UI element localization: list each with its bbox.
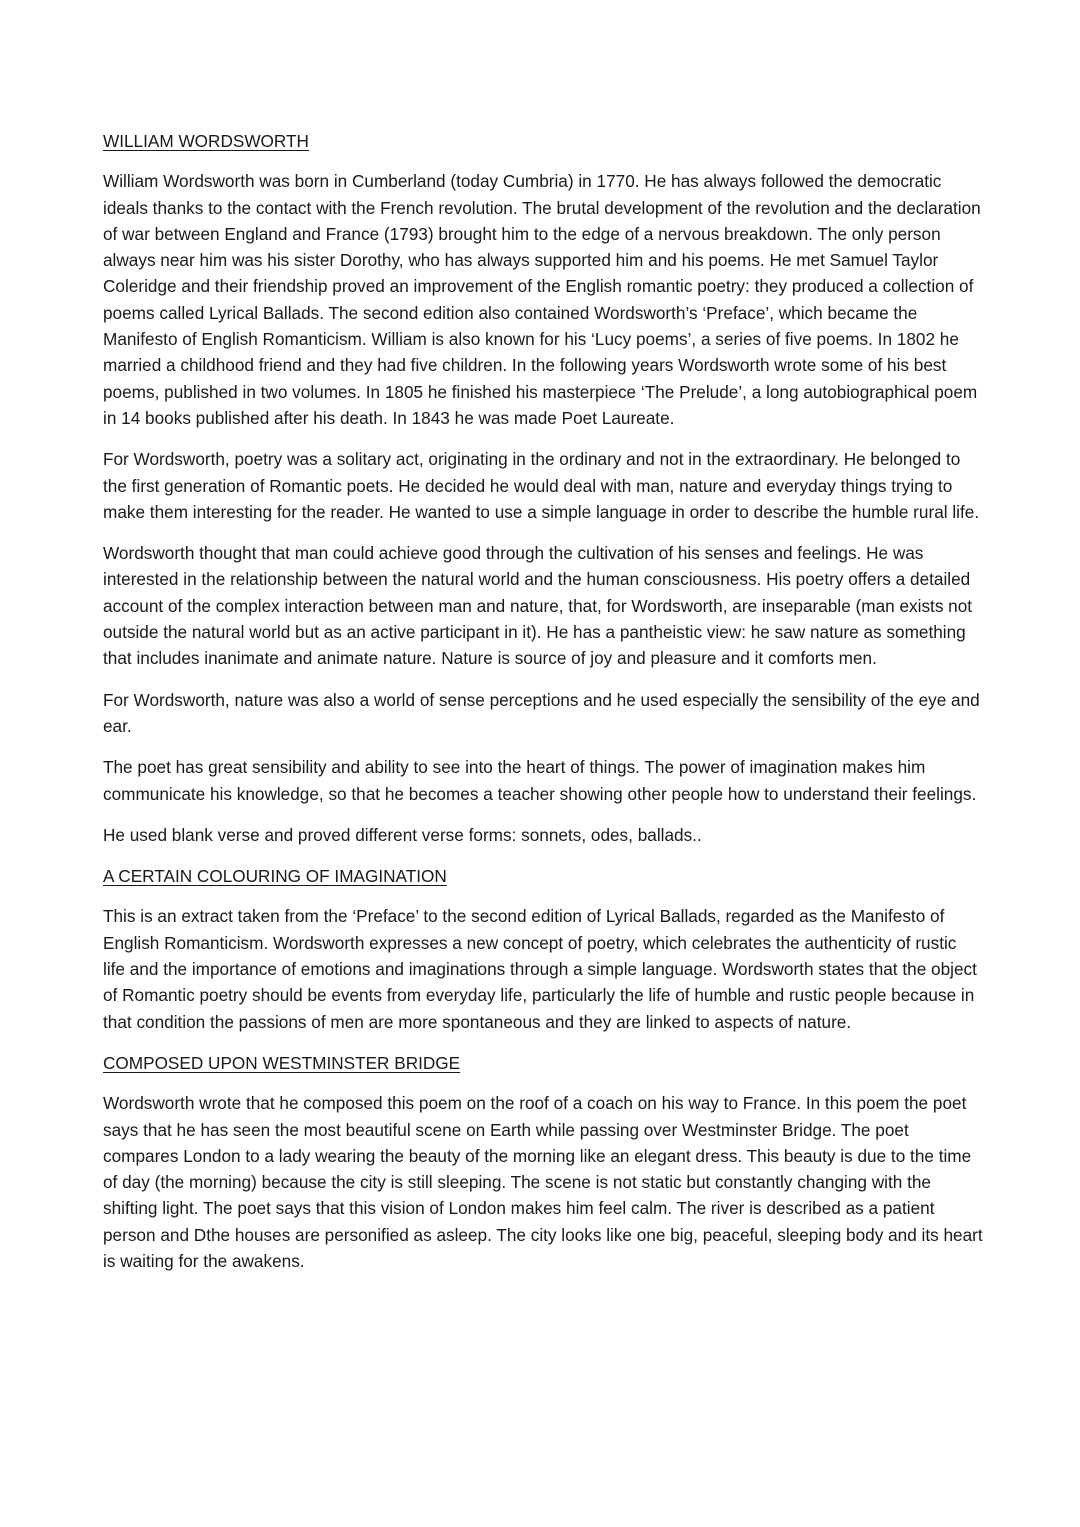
paragraph: Wordsworth wrote that he composed this poem on the roof of a coach on his way to France. In this poem the poet says that he has seen the most beautiful scene on Earth while passing over Westminster Bridge. The poet compares London to a lady wearing the beauty of the morning like an elegant dress. This beauty is due to the time of day (the morning) because the city is still sleeping. The scene is not static but constantly changing with the shifting light. The poet says that this vision of London makes him feel calm. The river is described as a patient person and Dthe houses are personified as asleep. The city looks like one big, peaceful, sleeping body and its heart is waiting for the awakens. [103,1093,983,1271]
section-westminster-bridge [103,1050,983,1274]
section-certain-colouring [103,863,983,1035]
section-heading: WILLIAM WORDSWORTH [103,131,309,151]
paragraph: The poet has great sensibility and ability to see into the heart of things. The power of imagination makes him communicate his knowledge, so that he becomes a teacher showing other people how to understand their feelings. [103,757,977,804]
paragraph: This is an extract taken from the ‘Preface’ to the second edition of Lyrical Ballads, regarded as the Manifesto of English Romanticism. Wordsworth expresses a new concept of poetry, which celebrates the authenticity of rustic life and the importance of emotions and imaginations through a simple language. Wordsworth states that the object of Romantic poetry should be events from everyday life, particularly the life of humble and rustic people because in that condition the passions of men are more spontaneous and they are linked to aspects of nature. [103,906,977,1032]
section-heading: COMPOSED UPON WESTMINSTER BRIDGE [103,1052,461,1073]
paragraph: For Wordsworth, poetry was a solitary act, originating in the ordinary and not in the extraordinary. He belonged to the first generation of Romantic poets. He decided he would deal with man, nature and everyday things trying to make them interesting for the reader. He wanted to use a simple language in order to describe the humble rural life. [103,449,980,522]
paragraph: He used blank verse and proved different verse forms: sonnets, odes, ballads.. [103,824,702,845]
paragraph: For Wordsworth, nature was also a world of sense perceptions and he used especially the sensibility of the eye and ear. [103,689,980,736]
paragraph: William Wordsworth was born in Cumberland (today Cumbria) in 1770. He has always followed the democratic ideals thanks to the contact with the French revolution. The brutal development of the revolution and the declaration of war between England and France (1793) brought him to the edge of a nervous breakdown. The only person always near him was his sister Dorothy, who has always supported him and his poems. He met Samuel Taylor Coleridge and their friendship proved an improvement of the English romantic poetry: they produced a collection of poems called Lyrical Ballads. The second edition also contained Wordsworth’s ‘Preface’, which became the Manifesto of English Romanticism. William is also known for his ‘Lucy poems’, a series of five poems. In 1802 he married a childhood friend and they had five children. In the following years Wordsworth wrote some of his best poems, published in two volumes. In 1805 he finished his masterpiece ‘The Prelude’, a long autobiographical poem in 14 books published after his death. In 1843 he was made Poet Laureate. [103,171,981,428]
section-heading: A CERTAIN COLOURING OF IMAGINATION [103,866,447,887]
paragraph: Wordsworth thought that man could achieve good through the cultivation of his senses and feelings. He was interested in the relationship between the natural world and the human consciousness. His poetry offers a detailed account of the complex interaction between man and nature, that, for Wordsworth, are inseparable (man exists not outside the natural world but as an active participant in it). He has a pantheistic view: he saw nature as something that includes inanimate and animate nature. Nature is source of joy and pleasure and it comforts men. [103,543,973,669]
section-william-wordsworth [103,128,983,848]
document-page [103,128,983,1289]
